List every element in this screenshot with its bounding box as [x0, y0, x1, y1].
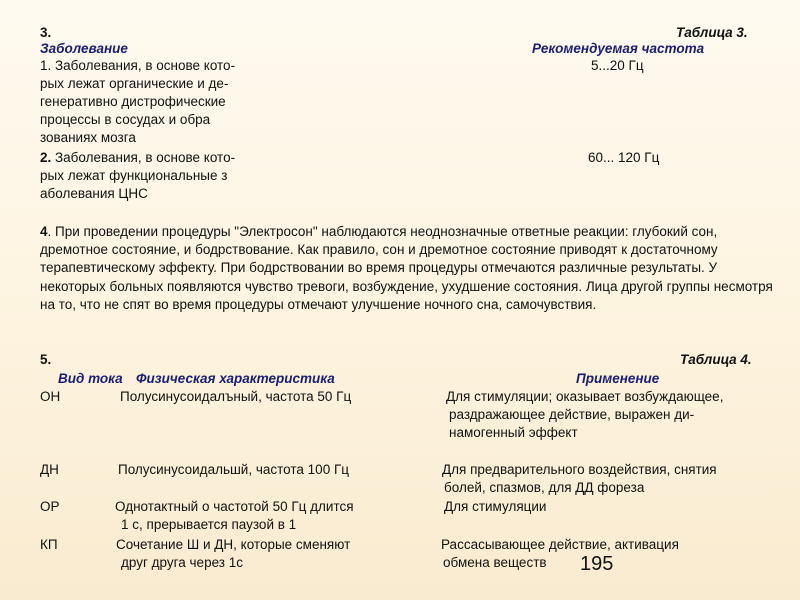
section-4-text: . При проведении процедуры "Электросон" наблюдаются неоднозначные ответные реакции: глубокий сон, дремотное состояние, и бодрствование. Как правило, сон и дремотное состояние приводят к достаточному терапевтическому эффекту. При бодрствовании во время процедуры отмечаются различные результаты. У некоторых больных появляются чувство тревоги, возбуждение, ухудшение состояния. Лица другой группы несмотря на то, что не спят во время процедуры отмечают улучшение ночного сна, самочувствия.: [40, 224, 773, 312]
col-current-type-header: Вид тока: [58, 371, 123, 386]
page-number: 195: [580, 553, 614, 575]
physical-characteristic: Полусинусоидальшй, частота 100 Гц: [118, 462, 349, 477]
row2-disease-line: рых лежат функциональные з: [40, 168, 228, 183]
table-3-title: Таблица 3.: [676, 25, 748, 40]
row1-disease-line: генеративно дистрофические: [40, 94, 226, 109]
row2-disease-line: [40, 150, 235, 166]
application-line: обмена веществ: [443, 555, 547, 570]
current-type: КП: [40, 537, 58, 552]
row2-number: 2.: [40, 150, 52, 165]
physical-characteristic: 1 с, прерывается паузой в 1: [121, 517, 297, 532]
row2-disease-line: аболевания ЦНС: [40, 186, 148, 201]
application-line: раздражающее действие, выражен ди-: [449, 407, 695, 422]
current-type: ОН: [40, 389, 61, 404]
physical-characteristic: Полусинусоидалъный, частота 50 Гц: [120, 389, 352, 404]
current-type: ОР: [40, 499, 60, 514]
application-line: Рассасывающее действие, активация: [441, 537, 679, 552]
physical-characteristic: Сочетание Ш и ДН, которые сменяют: [116, 537, 351, 552]
col-frequency-header: Рекомендуемая частота: [532, 41, 705, 56]
physical-characteristic: друг друга через 1с: [121, 555, 243, 570]
application-line: Для стимуляции: [444, 499, 547, 514]
col-application-header: Применение: [576, 371, 660, 386]
col-disease-header: Заболевание: [40, 41, 128, 56]
section-3-number: 3.: [40, 25, 52, 40]
table-4-title: Таблица 4.: [680, 352, 752, 367]
application-line: болей, спазмов, для ДД фореза: [444, 480, 645, 495]
row2-frequency: 60... 120 Гц: [588, 150, 660, 165]
section-4-paragraph: [40, 223, 775, 314]
current-type: ДН: [40, 462, 59, 477]
row1-disease-line: рых лежат органические и де-: [40, 76, 229, 91]
row1-disease-line: зованиях мозга: [40, 130, 136, 145]
row1-frequency: 5...20 Гц: [591, 58, 644, 73]
row1-disease-line: 1. Заболевания, в основе кото-: [40, 58, 236, 73]
section-5-number: 5.: [40, 352, 52, 367]
physical-characteristic: Однотактный о частотой 50 Гц длится: [115, 499, 354, 514]
application-line: Для предварительного воздействия, снятия: [442, 462, 717, 477]
row1-disease-line: процессы в сосудах и обра: [40, 112, 211, 127]
application-line: намогенный эффект: [449, 425, 578, 440]
col-physical-header: Физическая характеристика: [136, 371, 335, 386]
application-line: Для стимуляции; оказывает возбуждающее,: [446, 389, 724, 404]
row2-disease-text: Заболевания, в основе кото-: [51, 150, 236, 165]
section-4-number: 4: [40, 224, 48, 239]
